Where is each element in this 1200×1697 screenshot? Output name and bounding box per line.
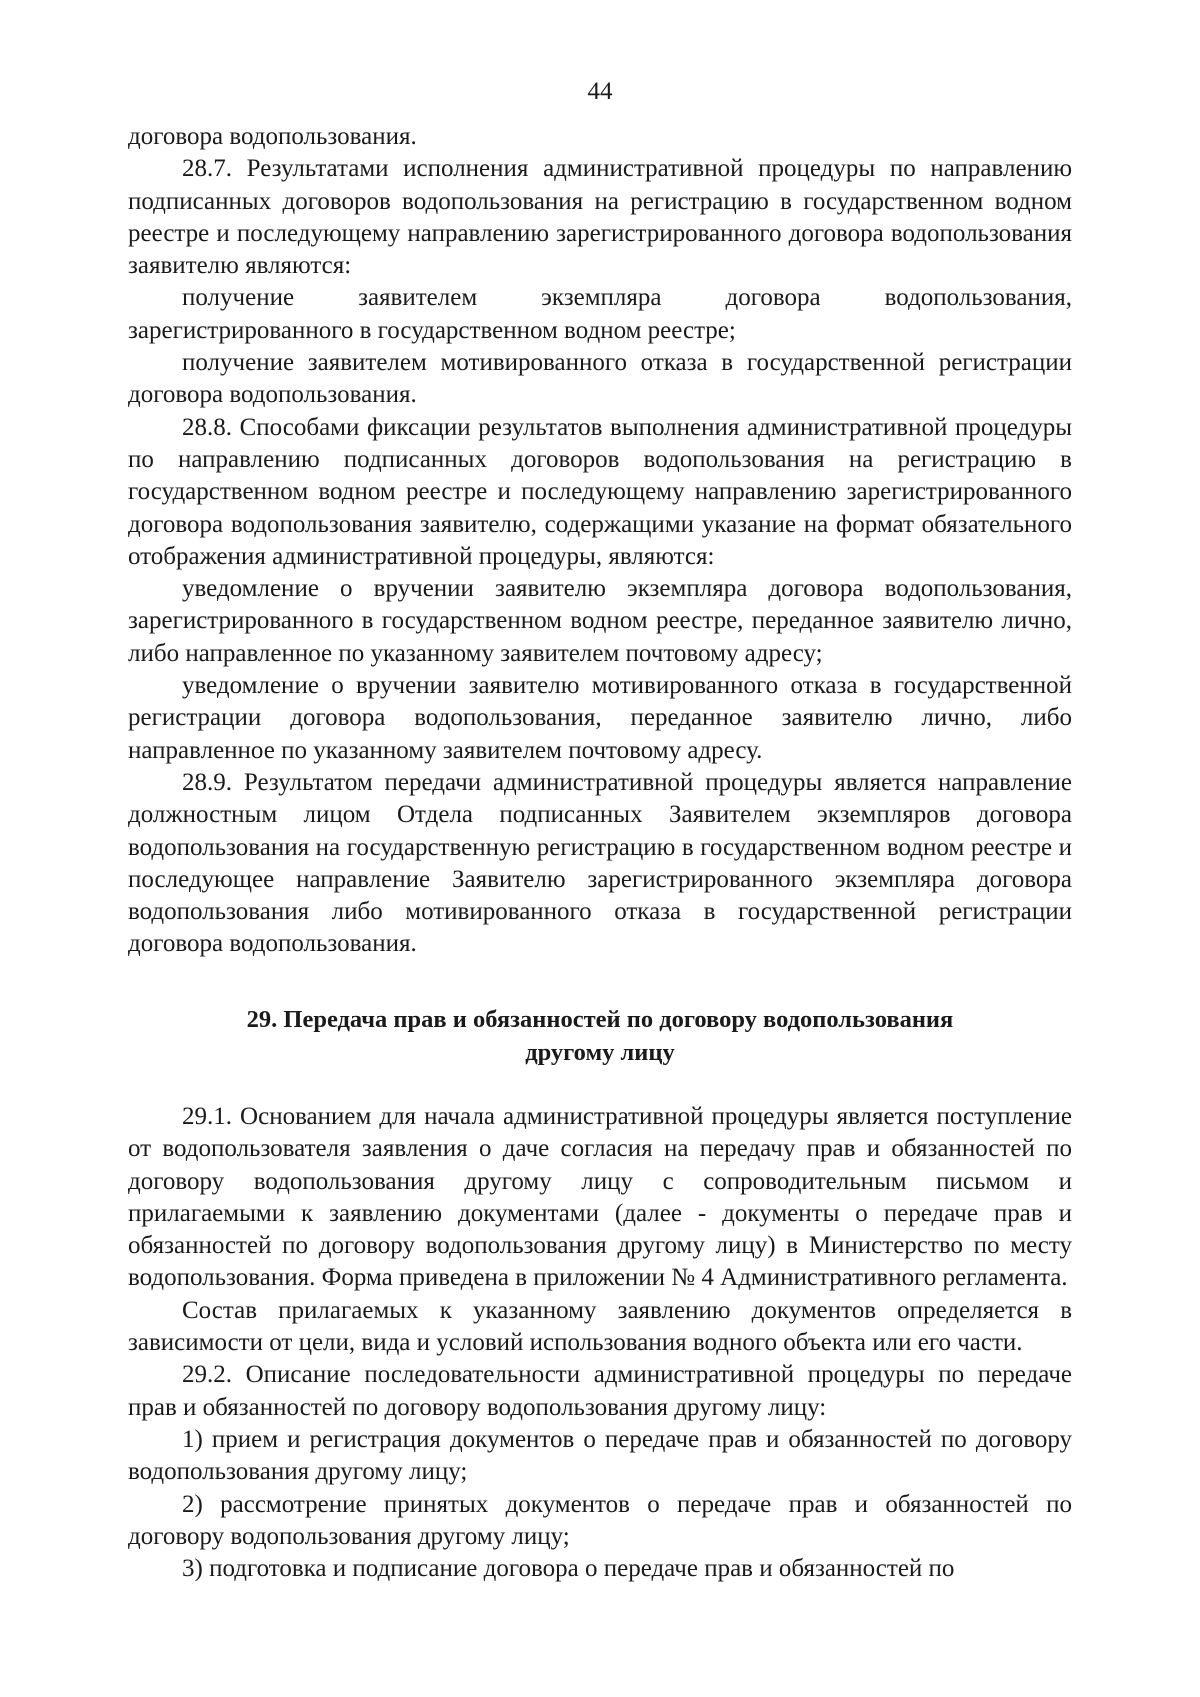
paragraph-28-7: 28.7. Результатами исполнения административной процедуры по направлению подписанных договоров водопользования на регистрацию в государственном водном реестре и последующему направлению зарегистрированного договора водопользования заявителю являются: — [128, 155, 1072, 280]
section-heading-29 — [128, 1004, 1072, 1069]
section-heading-line-2: другому лицу — [525, 1038, 675, 1066]
body-text-upper — [128, 121, 1072, 961]
paragraph-29-2: 29.2. Описание последовательности административной процедуры по передаче прав и обязанностей по договору водопользования другому лицу: — [128, 1361, 1072, 1421]
list-item-1: 1) прием и регистрация документов о передаче прав и обязанностей по договору водопользования другому лицу; — [128, 1425, 1072, 1486]
paragraph-receipt-copy: получение заявителем экземпляра договора водопользования, зарегистрированного в государственном водном реестре; — [128, 284, 1072, 344]
paragraph-28-8: 28.8. Способами фиксации результатов выполнения административной процедуры по направлению подписанных договоров водопользования на регистрацию в государственном водном реестре и последующему направлению зарегистрированного договора водопользования заявителю, содержащими указание на формат обязательного отображения административной процедуры, являются: — [128, 413, 1072, 570]
page-number: 44 — [587, 78, 613, 105]
paragraph-receipt-refusal: получение заявителем мотивированного отказа в государственной регистрации договора водопользования. — [128, 349, 1072, 409]
paragraph-composition: Состав прилагаемых к указанному заявлению документов определяется в зависимости от цели, вида и условий использования водного объекта или его части. — [128, 1296, 1072, 1357]
paragraph-continuation: договора водопользования. — [128, 123, 417, 150]
section-heading-line-1: 29. Передача прав и обязанностей по договору водопользования — [246, 1006, 954, 1033]
paragraph-29-1: 29.1. Основанием для начала административной процедуры является поступление от водопользователя заявления о даче согласия на передачу прав и обязанностей по договору водопользования другому лицу с сопроводительным письмом и прилагаемыми к заявлению документами (далее - документы о передаче прав и обязанностей по договору водопользования другому лицу) в Министерство по месту водопользования. Форма приведена в приложении № 4 Административного регламента. — [128, 1103, 1072, 1292]
list-item-2: 2) рассмотрение принятых документов о передаче прав и обязанностей по договору водопользования другому лицу; — [128, 1490, 1072, 1550]
list-item-3: 3) подготовка и подписание договора о передаче прав и обязанностей по — [182, 1555, 955, 1583]
paragraph-28-9: 28.9. Результатом передачи административной процедуры является направление должностным лицом Отдела подписанных Заявителем экземпляров договора водопользования на государственную регистрацию в государственном водном реестре и последующее направление Заявителю зарегистрированного экземпляра договора водопользования либо мотивированного отказа в государственной регистрации договора водопользования. — [128, 768, 1072, 958]
body-text-lower — [128, 1101, 1072, 1585]
paragraph-notice-copy: уведомление о вручении заявителю экземпляра договора водопользования, зарегистрированного в государственном водном реестре, переданное заявителю лично, либо направленное по указанному заявителем почтовому адресу; — [128, 575, 1072, 667]
paragraph-notice-refusal: уведомление о вручении заявителю мотивированного отказа в государственной регистрации договора водопользования, переданное заявителю лично, либо направленное по указанному заявителем почтовому адресу. — [128, 672, 1072, 764]
